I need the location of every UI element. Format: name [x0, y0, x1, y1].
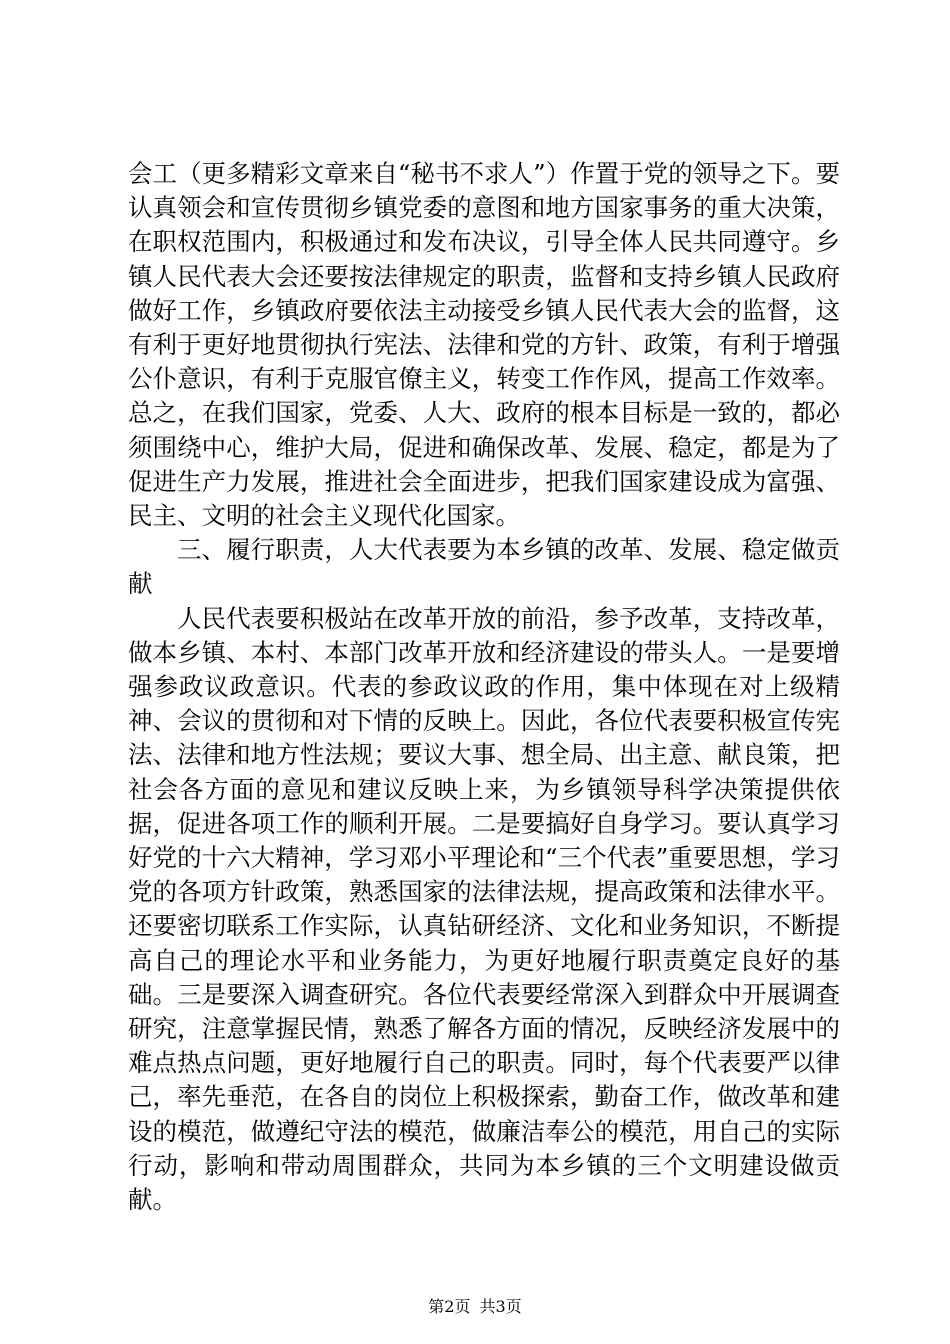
page-number: 第2页 [428, 1297, 471, 1316]
page-total: 共3页 [479, 1297, 522, 1316]
body-paragraph-continued: 会工（更多精彩文章来自“秘书不求人”）作置于党的领导之下。要认真领会和宣传贯彻乡镇党委的意图和地方国家事务的重大决策，在职权范围内，积极通过和发布决议，引导全体人民共同遵守。乡镇人民代表大会还要按法律规定的职责，监督和支持乡镇人民政府做好工作，乡镇政府要依法主动接受乡镇人民代表大会的监督，这有利于更好地贯彻执行宪法、法律和党的方针、政策，有利于增强公仆意识，有利于克服官僚主义，转变工作作风，提高工作效率。总之，在我们国家，党委、人大、政府的根本目标是一致的，都必须围绕中心，维护大局，促进和确保改革、发展、稳定，都是为了促进生产力发展，推进社会全面进步，把我们国家建设成为富强、民主、文明的社会主义现代化国家。 [128, 159, 840, 531]
body-paragraph: 人民代表要积极站在改革开放的前沿，参予改革，支持改革，做本乡镇、本村、本部门改革开放和经济建设的带头人。一是要增强参政议政意识。代表的参政议政的作用，集中体现在对上级精神、会议的贯彻和对下情的反映上。因此，各位代表要积极宣传宪法、法律和地方性法规；要议大事、想全局、出主意、献良策，把社会各方面的意见和建议反映上来，为乡镇领导科学决策提供依据，促进各项工作的顺利开展。二是要搞好自身学习。要认真学习好党的十六大精神，学习邓小平理论和“三个代表”重要思想，学习党的各项方针政策，熟悉国家的法律法规，提高政策和法律水平。还要密切联系工作实际，认真钻研经济、文化和业务知识，不断提高自己的理论水平和业务能力，为更好地履行职责奠定良好的基础。三是要深入调查研究。各位代表要经常深入到群众中开展调查研究，注意掌握民情，熟悉了解各方面的情况，反映经济发展中的难点热点问题，更好地履行自己的职责。同时，每个代表要严以律己，率先垂范，在各自的岗位上积极探索，勤奋工作，做改革和建设的模范，做遵纪守法的模范，做廉洁奉公的模范，用自己的实际行动，影响和带动周围群众，共同为本乡镇的三个文明建设做贡献。 [128, 603, 840, 1215]
section-heading: 三、履行职责，人大代表要为本乡镇的改革、发展、稳定做贡献 [128, 535, 840, 599]
page-footer [0, 1294, 950, 1317]
document-body [128, 157, 840, 1217]
